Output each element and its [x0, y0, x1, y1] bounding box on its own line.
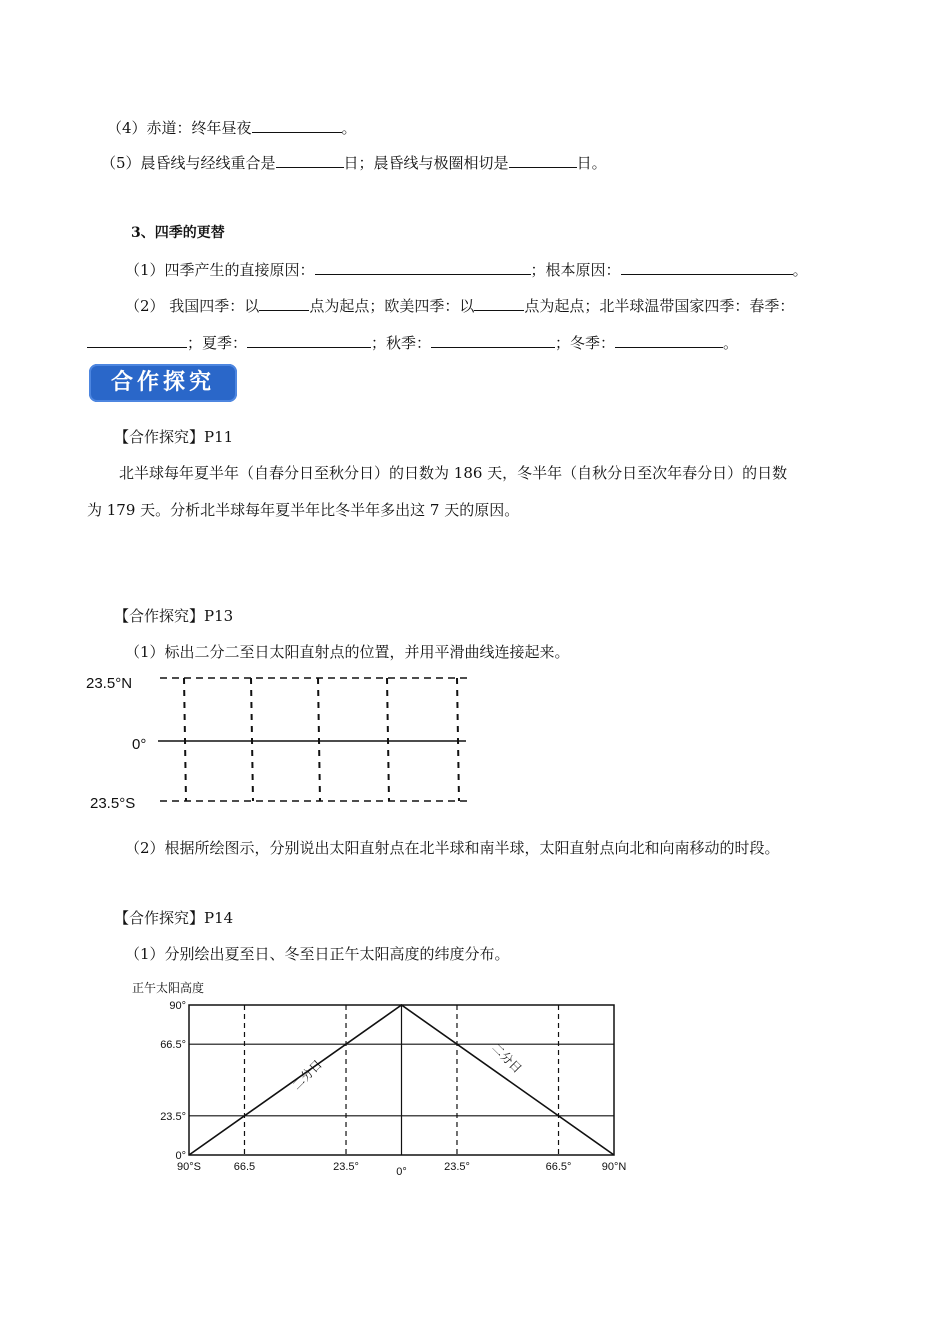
q4-blank[interactable] — [252, 116, 342, 133]
cooperative-inquiry-banner: 合作探究 — [89, 364, 237, 402]
noon-sun-altitude-chart[interactable] — [100, 975, 660, 1185]
q5-text-2: 日；晨昏线与极圈相切是 — [343, 154, 509, 172]
p13-heading: 【合作探究】P13 — [114, 607, 234, 625]
annotation-equinox-left: 二分日 — [289, 1057, 325, 1093]
autumn-label: ；秋季： — [371, 334, 432, 352]
s3-q2-line-1 — [125, 294, 794, 317]
s3-q2-text-2: 点为起点；欧美四季：以 — [309, 297, 475, 315]
q4-line — [107, 116, 357, 139]
x-tick-label: 90°S — [177, 1161, 201, 1173]
spring-blank[interactable] — [87, 331, 187, 348]
chart-ticks — [160, 1000, 626, 1178]
s3-q2-end: 。 — [723, 334, 739, 352]
x-tick-label: 23.5° — [444, 1161, 470, 1173]
y-tick-label: 66.5° — [160, 1039, 186, 1052]
s3-q1-blank-1[interactable] — [315, 258, 531, 275]
s3-q2-text-1: （2） 我国四季：以 — [125, 297, 260, 315]
s3-q2-line-2 — [87, 331, 738, 354]
q4-text: （4）赤道：终年昼夜 — [107, 119, 252, 137]
q5-end: 日。 — [576, 154, 607, 172]
date-line-5 — [457, 678, 459, 801]
s3-q2-text-3: 点为起点；北半球温带国家四季：春季： — [524, 297, 795, 315]
summer-label: ；夏季： — [187, 334, 248, 352]
date-line-4 — [387, 678, 389, 801]
q4-end: 。 — [341, 119, 357, 137]
annotation-equinox-right: 二分日 — [489, 1040, 525, 1076]
s3-q1-end: 。 — [792, 261, 808, 279]
chart-title: 正午太阳高度 — [132, 981, 205, 995]
s3-q2-blank-1[interactable] — [259, 294, 309, 311]
label-equator: 0° — [132, 736, 147, 753]
date-line-2 — [251, 678, 253, 801]
s3-q1-blank-2[interactable] — [621, 258, 793, 275]
s3-q1-text-2: ；根本原因： — [530, 261, 621, 279]
summer-blank[interactable] — [247, 331, 371, 348]
s3-q1-text-1: （1）四季产生的直接原因： — [125, 261, 315, 279]
direct-sun-point-diagram[interactable] — [80, 668, 500, 818]
y-tick-label: 23.5° — [160, 1110, 186, 1123]
p13-q2: （2）根据所绘图示，分别说出太阳直射点在北半球和南半球，太阳直射点向北和向南移动的时段。 — [125, 839, 780, 857]
q5-blank-2[interactable] — [509, 151, 577, 168]
chart-grid — [189, 1005, 614, 1155]
q5-blank-1[interactable] — [276, 151, 344, 168]
date-line-3 — [318, 678, 320, 801]
s3-q1-line — [125, 258, 808, 281]
p14-q1: （1）分别绘出夏至日、冬至日正午太阳高度的纬度分布。 — [125, 945, 510, 963]
y-tick-label: 0° — [175, 1150, 186, 1162]
x-tick-label: 66.5 — [233, 1161, 256, 1173]
label-23-5-n: 23.5°N — [86, 675, 133, 692]
p13-q1: （1）标出二分二至日太阳直射点的位置，并用平滑曲线连接起来。 — [125, 643, 570, 661]
winter-label: ；冬季： — [555, 334, 616, 352]
label-23-5-s: 23.5°S — [90, 795, 136, 812]
x-tick-label: 90°N — [601, 1161, 627, 1173]
x-tick-label: 23.5° — [333, 1161, 359, 1173]
section3-title: 3、四季的更替 — [131, 225, 225, 241]
p11-para-line-2: 为 179 天。分析北半球每年夏半年比冬半年多出这 7 天的原因。 — [87, 501, 520, 519]
q5-line — [101, 151, 607, 174]
autumn-blank[interactable] — [431, 331, 555, 348]
y-tick-label: 90° — [169, 1000, 186, 1012]
q5-text-1: （5）晨昏线与经线重合是 — [101, 154, 276, 172]
s3-q2-blank-2[interactable] — [474, 294, 524, 311]
p14-heading: 【合作探究】P14 — [114, 909, 234, 927]
winter-blank[interactable] — [615, 331, 723, 348]
x-tick-label: 66.5° — [545, 1161, 572, 1173]
date-line-1 — [184, 678, 186, 801]
p11-para-line-1: 北半球每年夏半年（自春分日至秋分日）的日数为 186 天，冬半年（自秋分日至次年春分日）的日数 — [119, 464, 788, 482]
p11-heading: 【合作探究】P11 — [114, 428, 234, 446]
x-tick-label: 0° — [396, 1166, 407, 1178]
